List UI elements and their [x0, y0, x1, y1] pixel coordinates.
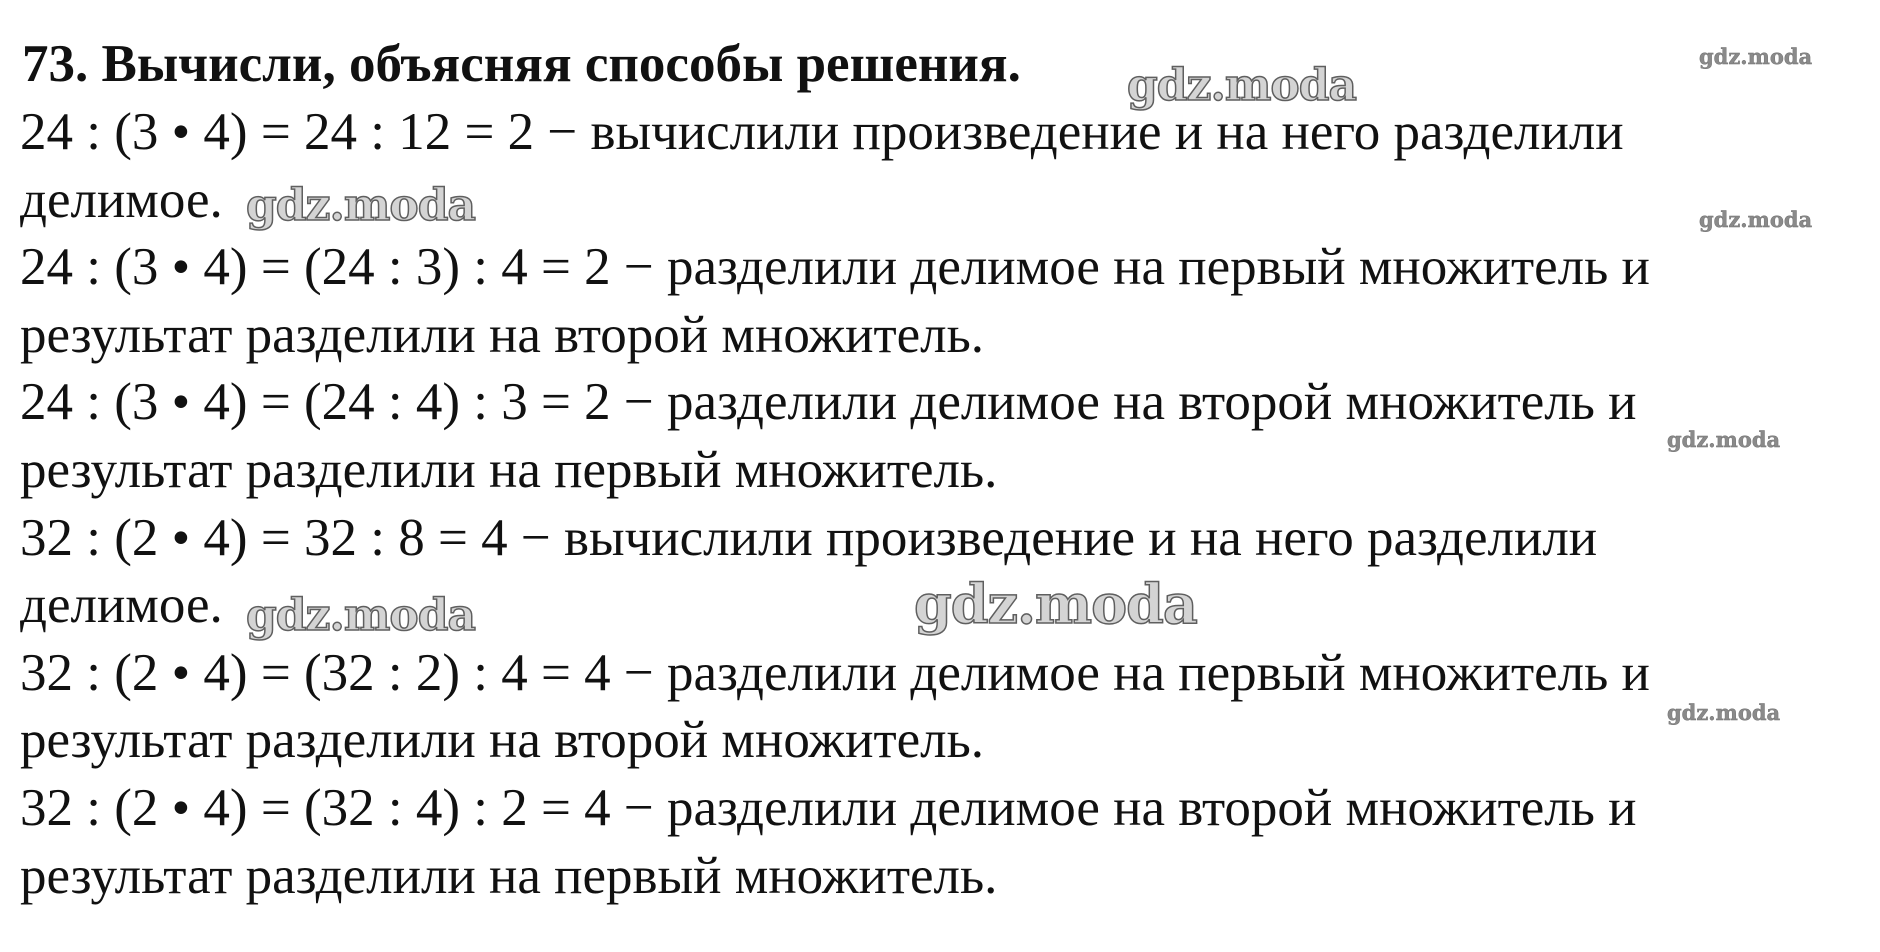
watermark: gdz.moda: [914, 572, 1197, 636]
solution-line: 24 : (3 • 4) = (24 : 4) : 3 = 2 − разделили делимое на второй множитель и: [20, 373, 1637, 432]
solution-line: делимое.: [20, 576, 223, 635]
watermark: gdz.moda: [246, 180, 476, 231]
watermark: gdz.moda: [1127, 60, 1357, 111]
watermark: gdz.moda: [1667, 700, 1781, 725]
solution-line: результат разделили на второй множитель.: [20, 711, 985, 770]
solution-line: результат разделили на первый множитель.: [20, 440, 998, 499]
watermark: gdz.moda: [1699, 207, 1813, 232]
watermark: gdz.moda: [246, 590, 476, 641]
watermark: gdz.moda: [1667, 427, 1781, 452]
watermark: gdz.moda: [1699, 44, 1813, 69]
solution-line: 32 : (2 • 4) = 32 : 8 = 4 − вычислили произведение и на него разделили: [20, 508, 1598, 567]
solution-line: результат разделили на второй множитель.: [20, 305, 985, 364]
solution-line: 24 : (3 • 4) = 24 : 12 = 2 − вычислили произведение и на него разделили: [20, 103, 1624, 161]
solution-line: 32 : (2 • 4) = (32 : 2) : 4 = 4 − разделили делимое на первый множитель и: [20, 643, 1650, 702]
solution-line: 32 : (2 • 4) = (32 : 4) : 2 = 4 − разделили делимое на второй множитель и: [20, 778, 1637, 837]
task-title: 73. Вычисли, объясняя способы решения.: [22, 35, 1021, 93]
solution-line: результат разделили на первый множитель.: [20, 846, 998, 905]
solution-line: 24 : (3 • 4) = (24 : 3) : 4 = 2 − разделили делимое на первый множитель и: [20, 238, 1650, 297]
solution-line: делимое.: [20, 170, 223, 229]
